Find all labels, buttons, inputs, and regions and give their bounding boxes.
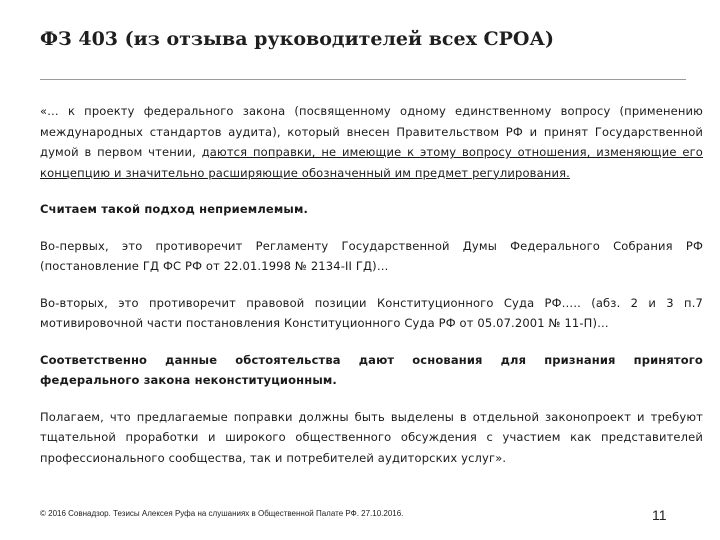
paragraph-position: Считаем такой подход неприемлемым. xyxy=(40,202,309,216)
quote-underlined-text: даются поправки, не имеющие к этому вопросу отношения, изменяющие его концепцию и значительно расширяющие обозначенный им предмет регулирования. xyxy=(40,145,703,180)
footer-copyright: © 2016 Совнадзор. Тезисы Алексея Руфа на слушаниях в Общественной Палате РФ. 27.10.2016. xyxy=(40,509,404,518)
slide-body xyxy=(40,101,703,484)
page-number: 11 xyxy=(652,507,667,523)
paragraph-first-argument: Во-первых, это противоречит Регламенту Государственной Думы Федерального Собрания РФ (постановление ГД ФС РФ от 22.01.1998 № 2134-II ГД)… xyxy=(40,238,703,273)
paragraph-second-argument: Во-вторых, это противоречит правовой позиции Конституционного Суда РФ….. (абз. 2 и 3 п.7 мотивировочной части постановления Конституционного Суда РФ от 05.07.2001 № 11-П)… xyxy=(40,295,703,330)
paragraph-proposal: Полагаем, что предлагаемые поправки должны быть выделены в отдельной законопроект и требуют тщательной проработки и широкого общественного обсуждения с участием как представителей профессионального сообщества, так и потребителей аудиторских услуг». xyxy=(40,409,703,465)
paragraph-quote-intro xyxy=(40,101,703,183)
page-title: ФЗ 403 (из отзыва руководителей всех СРОА) xyxy=(40,28,554,50)
quote-intro-text: «… к проекту федерального закона (посвященному одному единственному вопросу (применению международных стандартов аудита), который внесен Правительством РФ и принят Государственной думой в первом чтении, xyxy=(40,104,703,159)
title-divider xyxy=(40,79,686,80)
paragraph-conclusion: Соответственно данные обстоятельства дают основания для признания принятого федерального закона неконституционным. xyxy=(40,352,703,387)
